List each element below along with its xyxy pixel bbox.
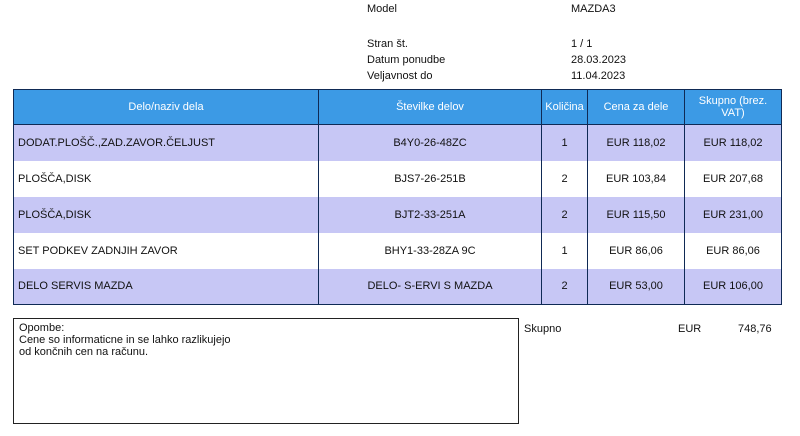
cell-work-name: PLOŠČA,DISK [14,197,319,233]
cell-unit-price: EUR 115,50 [588,197,685,233]
cell-quantity: 2 [542,161,588,197]
model-label: Model [367,3,397,15]
cell-work-name: PLOŠČA,DISK [14,161,319,197]
cell-total: EUR 118,02 [685,125,782,161]
cell-quantity: 1 [542,125,588,161]
cell-quantity: 1 [542,233,588,269]
cell-part-number: B4Y0-26-48ZC [319,125,542,161]
table-header-row [14,90,782,125]
cell-total: EUR 86,06 [685,233,782,269]
page-label: Stran št. [367,38,408,50]
cell-unit-price: EUR 103,84 [588,161,685,197]
cell-quantity: 2 [542,197,588,233]
grand-total-currency: EUR [678,323,702,335]
col-header-quantity: Količina [542,90,588,125]
cell-work-name: DODAT.PLOŠČ.,ZAD.ZAVOR.ČELJUST [14,125,319,161]
table-row [14,161,782,197]
cell-total: EUR 207,68 [685,161,782,197]
cell-part-number: BJT2-33-251A [319,197,542,233]
col-header-part-numbers: Številke delov [319,90,542,125]
cell-part-number: DELO- S-ERVI S MAZDA [319,269,542,305]
notes-box [13,318,519,424]
cell-part-number: BJS7-26-251B [319,161,542,197]
table-row [14,269,782,305]
offer-date-label: Datum ponudbe [367,54,446,66]
grand-total-value: 748,76 [738,323,772,335]
model-value: MAZDA3 [571,3,616,15]
notes-title: Opombe: [19,322,65,334]
table-row [14,197,782,233]
col-header-total-excl-vat: Skupno (brez. VAT) [685,90,782,125]
cell-total: EUR 106,00 [685,269,782,305]
table-row [14,125,782,161]
cell-work-name: DELO SERVIS MAZDA [14,269,319,305]
table-row [14,233,782,269]
parts-table [13,89,782,305]
offer-date-value: 28.03.2023 [571,54,627,66]
cell-work-name: SET PODKEV ZADNJIH ZAVOR [14,233,319,269]
notes-line-1: Cene so informaticne in se lahko razlikujejo [19,334,231,346]
col-header-work-name: Delo/naziv dela [14,90,319,125]
notes-line-2: od končnih cen na računu. [19,346,149,358]
cell-unit-price: EUR 53,00 [588,269,685,305]
cell-part-number: BHY1-33-28ZA 9C [319,233,542,269]
col-header-unit-price: Cena za dele [588,90,685,125]
cell-unit-price: EUR 118,02 [588,125,685,161]
cell-quantity: 2 [542,269,588,305]
cell-unit-price: EUR 86,06 [588,233,685,269]
validity-label: Veljavnost do [367,70,433,82]
grand-total-label: Skupno [524,323,562,335]
page-value: 1 / 1 [571,38,593,50]
validity-value: 11.04.2023 [571,70,626,82]
cell-total: EUR 231,00 [685,197,782,233]
